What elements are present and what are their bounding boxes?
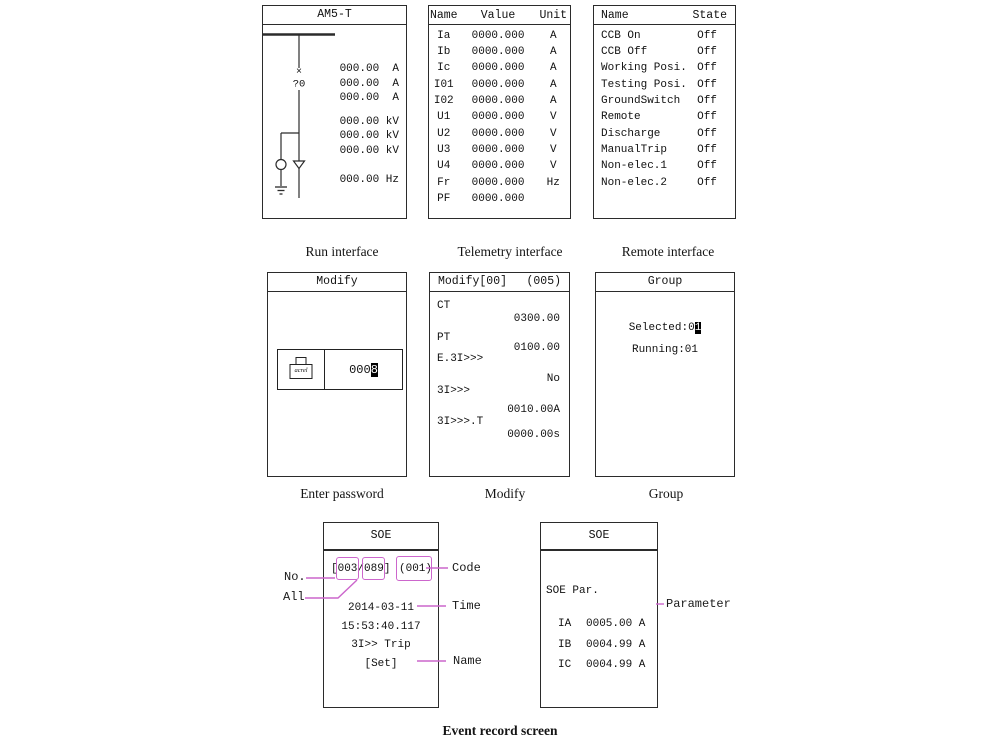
soe-record-no: 003 bbox=[337, 563, 358, 575]
table-row bbox=[429, 142, 570, 158]
signal-state: Off bbox=[697, 111, 717, 124]
telemetry-unit: V bbox=[549, 160, 557, 173]
setting-label: 3I>>> bbox=[437, 385, 471, 397]
table-row bbox=[594, 76, 735, 92]
telemetry-name: PF bbox=[437, 192, 451, 205]
annotation-box-code bbox=[396, 556, 432, 581]
annotation-label-code: Code bbox=[452, 561, 481, 575]
parameter-value: 0004.99 A bbox=[586, 659, 646, 671]
column-header-name: Name bbox=[429, 8, 458, 22]
table-row bbox=[594, 44, 735, 60]
parameter-row bbox=[541, 618, 645, 630]
annotation-box-record-no bbox=[336, 557, 359, 580]
current-reading: 000.00 A bbox=[339, 63, 399, 75]
soe-event-time: 15:53:40.117 bbox=[341, 620, 421, 633]
telemetry-value: 0000.000 bbox=[471, 45, 525, 58]
signal-state: Off bbox=[697, 127, 717, 140]
signal-state: Off bbox=[697, 143, 717, 156]
signal-state: Off bbox=[697, 62, 717, 75]
soe-event-name: 3I>> Trip bbox=[351, 639, 411, 651]
signal-state: Off bbox=[697, 176, 717, 189]
soe-event-state: [Set] bbox=[364, 658, 398, 670]
column-header-unit: Unit bbox=[539, 8, 568, 22]
telemetry-value: 0000.000 bbox=[471, 94, 525, 107]
signal-name: ManualTrip bbox=[601, 143, 668, 156]
voltage-reading: 000.00 kV bbox=[339, 130, 399, 142]
setting-label: PT bbox=[437, 332, 451, 344]
column-header-name: Name bbox=[601, 8, 629, 22]
table-row bbox=[594, 174, 735, 190]
signal-state: Off bbox=[697, 45, 717, 58]
figure-caption-event-record: Event record screen bbox=[442, 723, 558, 738]
setting-label: E.3I>>> bbox=[437, 353, 484, 365]
telemetry-unit: A bbox=[549, 62, 557, 75]
lock-cell bbox=[278, 350, 325, 389]
modify-page-indicator: (005) bbox=[526, 275, 561, 288]
password-entry-box bbox=[277, 349, 403, 390]
table-row bbox=[429, 109, 570, 125]
signal-name: Discharge bbox=[601, 127, 661, 140]
telemetry-value: 0000.000 bbox=[471, 62, 525, 75]
telemetry-name: Fr bbox=[437, 176, 451, 189]
parameter-value: 0004.99 A bbox=[586, 639, 646, 651]
telemetry-unit: A bbox=[549, 78, 557, 91]
current-reading: 000.00 A bbox=[339, 92, 399, 104]
figure-caption-remote: Remote interface bbox=[621, 244, 715, 259]
remote-header-row bbox=[594, 6, 735, 25]
soe-record-total: 089 bbox=[364, 563, 384, 575]
remote-rows bbox=[594, 28, 735, 191]
telemetry-unit: V bbox=[549, 111, 557, 124]
arrester-symbol bbox=[294, 161, 305, 169]
setting-value: 0010.00A bbox=[507, 404, 560, 416]
parameter-row bbox=[541, 659, 645, 671]
table-row bbox=[594, 109, 735, 125]
run-interface-screen bbox=[262, 5, 407, 219]
parameter-name: IA bbox=[558, 618, 572, 630]
telemetry-value: 0000.000 bbox=[471, 111, 525, 124]
annotation-label-all: All bbox=[283, 590, 305, 604]
signal-name: Testing Posi. bbox=[601, 78, 687, 91]
breaker-symbol: × bbox=[295, 67, 303, 78]
breaker-state-label: ?0 bbox=[292, 78, 306, 91]
telemetry-value: 0000.000 bbox=[471, 78, 525, 91]
lock-icon-brand: acrel bbox=[290, 364, 313, 379]
figure-caption-password: Enter password bbox=[300, 486, 384, 501]
table-row bbox=[429, 93, 570, 109]
soe-parameter-screen bbox=[540, 522, 658, 708]
current-reading: 000.00 A bbox=[339, 77, 399, 90]
signal-state: Off bbox=[697, 29, 717, 42]
annotation-label-name: Name bbox=[453, 654, 482, 668]
telemetry-unit: A bbox=[549, 45, 557, 58]
group-selected-cursor: 1 bbox=[694, 322, 702, 334]
soe-event-code: (001) bbox=[399, 563, 433, 575]
remote-interface-screen bbox=[593, 5, 736, 219]
telemetry-header-row bbox=[429, 6, 570, 25]
annotation-label-parameter: Parameter bbox=[666, 597, 731, 611]
telemetry-name: I01 bbox=[433, 78, 454, 91]
figure-caption-run: Run interface bbox=[305, 244, 379, 259]
table-row bbox=[594, 28, 735, 44]
annotation-label-no: No. bbox=[284, 570, 306, 584]
signal-name: CCB Off bbox=[601, 45, 648, 58]
signal-name: Non-elec.1 bbox=[601, 160, 668, 173]
signal-name: CCB On bbox=[601, 29, 641, 42]
signal-name: Remote bbox=[601, 111, 641, 124]
modify-screen-title: Modify[00] bbox=[438, 275, 508, 288]
soe-event-date: 2014-03-11 bbox=[347, 602, 414, 614]
bracket-open: [ bbox=[331, 563, 338, 575]
table-row bbox=[429, 44, 570, 60]
annotation-box-record-total bbox=[362, 557, 385, 580]
telemetry-value: 0000.000 bbox=[471, 192, 525, 205]
password-screen-title: Modify bbox=[268, 273, 406, 292]
telemetry-name: U1 bbox=[437, 111, 451, 124]
soe-parameter-section-label: SOE Par. bbox=[546, 585, 599, 597]
table-row bbox=[429, 158, 570, 174]
password-typed-digits: 000 bbox=[349, 362, 371, 377]
group-screen-title: Group bbox=[596, 273, 734, 292]
frequency-reading: 000.00 Hz bbox=[339, 174, 399, 186]
parameter-value: 0005.00 A bbox=[586, 618, 646, 630]
parameter-row bbox=[541, 639, 645, 651]
signal-name: GroundSwitch bbox=[601, 94, 681, 107]
figure-caption-telemetry: Telemetry interface bbox=[457, 244, 563, 259]
enter-password-screen bbox=[267, 272, 407, 477]
modify-title-bar bbox=[430, 273, 569, 292]
table-row bbox=[429, 191, 570, 207]
telemetry-value: 0000.000 bbox=[471, 160, 525, 173]
group-selected-line bbox=[596, 322, 734, 334]
telemetry-value: 0000.000 bbox=[471, 176, 525, 189]
table-row bbox=[429, 174, 570, 190]
table-row bbox=[594, 125, 735, 141]
setting-value: No bbox=[546, 373, 560, 385]
table-row bbox=[594, 142, 735, 158]
parameter-name: IB bbox=[558, 639, 572, 651]
run-screen-title: AM5-T bbox=[263, 6, 406, 25]
setting-value: 0300.00 bbox=[513, 313, 560, 325]
setting-label: CT bbox=[437, 300, 451, 312]
signal-name: Non-elec.2 bbox=[601, 176, 668, 189]
soe-list-title: SOE bbox=[324, 523, 438, 551]
table-row bbox=[594, 60, 735, 76]
figure-caption-group: Group bbox=[648, 486, 684, 501]
table-row bbox=[429, 60, 570, 76]
password-value bbox=[325, 350, 402, 389]
figure-caption-modify: Modify bbox=[484, 486, 526, 501]
group-screen bbox=[595, 272, 735, 477]
telemetry-name: I02 bbox=[433, 94, 454, 107]
group-selected-text: Selected:0 bbox=[628, 322, 695, 334]
telemetry-name: U2 bbox=[437, 127, 451, 140]
table-row bbox=[594, 158, 735, 174]
column-header-state: State bbox=[692, 8, 727, 22]
signal-state: Off bbox=[697, 160, 717, 173]
telemetry-name: Ib bbox=[437, 45, 451, 58]
index-separator: / bbox=[357, 563, 365, 575]
telemetry-rows bbox=[429, 28, 570, 208]
telemetry-value: 0000.000 bbox=[471, 143, 525, 156]
telemetry-name: U4 bbox=[437, 160, 451, 173]
telemetry-unit: A bbox=[549, 29, 557, 42]
setting-value: 0000.00s bbox=[507, 429, 560, 441]
table-row bbox=[594, 93, 735, 109]
password-cursor-digit: 8 bbox=[370, 362, 378, 377]
table-row bbox=[429, 28, 570, 44]
telemetry-unit: A bbox=[549, 94, 557, 107]
telemetry-unit: V bbox=[549, 143, 557, 156]
parameter-name: IC bbox=[558, 659, 572, 671]
annotation-label-time: Time bbox=[452, 599, 481, 613]
voltage-reading: 000.00 kV bbox=[339, 144, 399, 157]
bracket-close: ] bbox=[383, 563, 391, 575]
signal-state: Off bbox=[697, 78, 717, 91]
group-running-line: Running:01 bbox=[631, 344, 698, 356]
table-row bbox=[429, 125, 570, 141]
soe-event-list-screen bbox=[323, 522, 439, 708]
setting-value: 0100.00 bbox=[513, 342, 560, 354]
telemetry-name: Ic bbox=[437, 62, 451, 75]
setting-label: 3I>>>.T bbox=[437, 416, 484, 428]
telemetry-unit: Hz bbox=[546, 176, 560, 189]
telemetry-value: 0000.000 bbox=[471, 29, 525, 42]
column-header-value: Value bbox=[480, 8, 516, 22]
signal-name: Working Posi. bbox=[601, 62, 687, 75]
telemetry-name: Ia bbox=[437, 29, 451, 42]
signal-state: Off bbox=[697, 94, 717, 107]
telemetry-value: 0000.000 bbox=[471, 127, 525, 140]
telemetry-interface-screen bbox=[428, 5, 571, 219]
soe-detail-title: SOE bbox=[541, 523, 657, 551]
modify-settings-screen bbox=[429, 272, 570, 477]
table-row bbox=[429, 76, 570, 92]
voltage-reading: 000.00 kV bbox=[339, 115, 399, 128]
telemetry-unit: V bbox=[549, 127, 557, 140]
telemetry-name: U3 bbox=[437, 143, 451, 156]
pt-symbol bbox=[276, 160, 286, 170]
